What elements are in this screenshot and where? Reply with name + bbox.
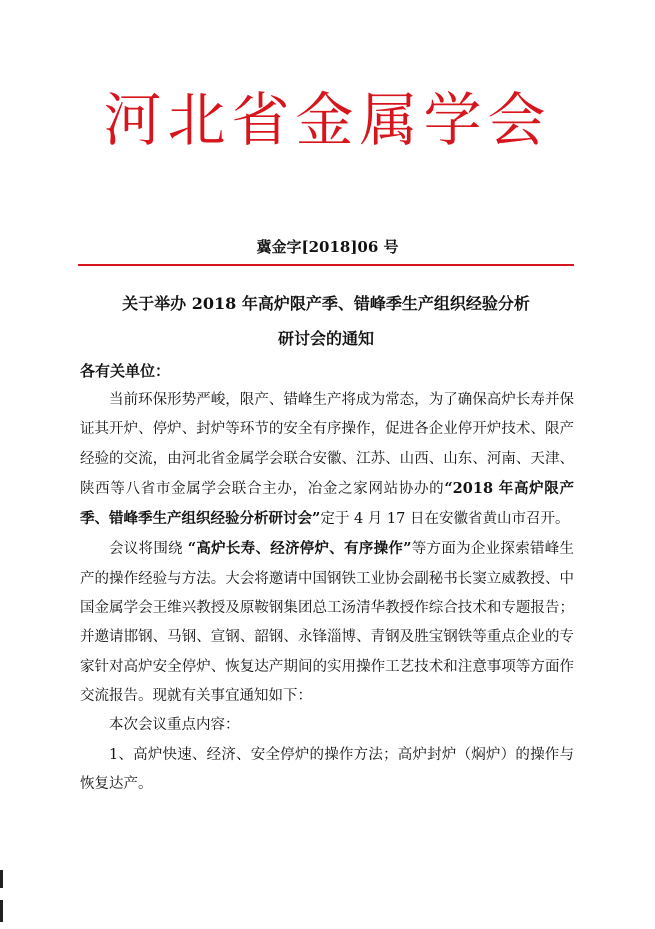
notice-title-line-2: 研讨会的通知	[277, 329, 374, 348]
paragraph-3: 本次会议重点内容：	[109, 717, 240, 734]
red-divider-line	[78, 264, 574, 266]
paragraph-1	[80, 386, 574, 534]
masthead-title: 河北省金属学会	[103, 86, 552, 154]
paragraph-2	[80, 534, 574, 711]
paragraph-2-text-a: 会议将围绕	[109, 541, 188, 558]
notice-title-line-1: 关于举办 2018 年高炉限产季、错峰季生产组织经验分析	[122, 294, 530, 313]
paragraph-1-bold: “2018 年高炉限产季、错峰季生产组织经验分析研讨会”	[80, 479, 574, 528]
scan-edge-mark	[0, 900, 3, 922]
scan-edge-mark	[0, 870, 3, 888]
paragraph-1-text-a: 当前环保形势严峻，限产、错峰生产将成为常态，为了确保高炉长寿并保证其开炉、停炉、封炉等环节的安全有序操作，促进各企业停开炉技术、限产经验的交流，由河北省金属学会联合安徽、江苏、山西、山东、河南、天津、陕西等八省市金属学会联合主办，冶金之家网站协办的	[80, 392, 574, 497]
notice-title	[78, 286, 574, 356]
paragraph-1-text-b: 定于 4 月 17 日在安徽省黄山市召开。	[320, 511, 570, 528]
paragraph-4: 1、高炉快速、经济、安全停炉的操作方法；高炉封炉（焖炉）的操作与恢复达产。	[80, 746, 574, 792]
salutation: 各有关单位：	[80, 362, 171, 380]
document-number: 冀金字[2018]06 号	[256, 238, 399, 256]
paragraph-2-text-b: 等方面为企业探索错峰生产的操作经验与方法。大会将邀请中国钢铁工业协会副秘书长窦立威教授、中国金属学会王维兴教授及原鞍钢集团总工汤清华教授作综合技术和专题报告；并邀请邯钢、马钢、宣钢、韶钢、永锋淄博、青钢及胜宝钢铁等重点企业的专家针对高炉安全停炉、恢复达产期间的实用操作工艺技术和注意事项等方面作交流报告。现就有关事宜通知如下：	[80, 541, 575, 704]
notice-body	[80, 386, 574, 799]
paragraph-2-bold: “高炉长寿、经济停炉、有序操作”	[187, 540, 412, 558]
